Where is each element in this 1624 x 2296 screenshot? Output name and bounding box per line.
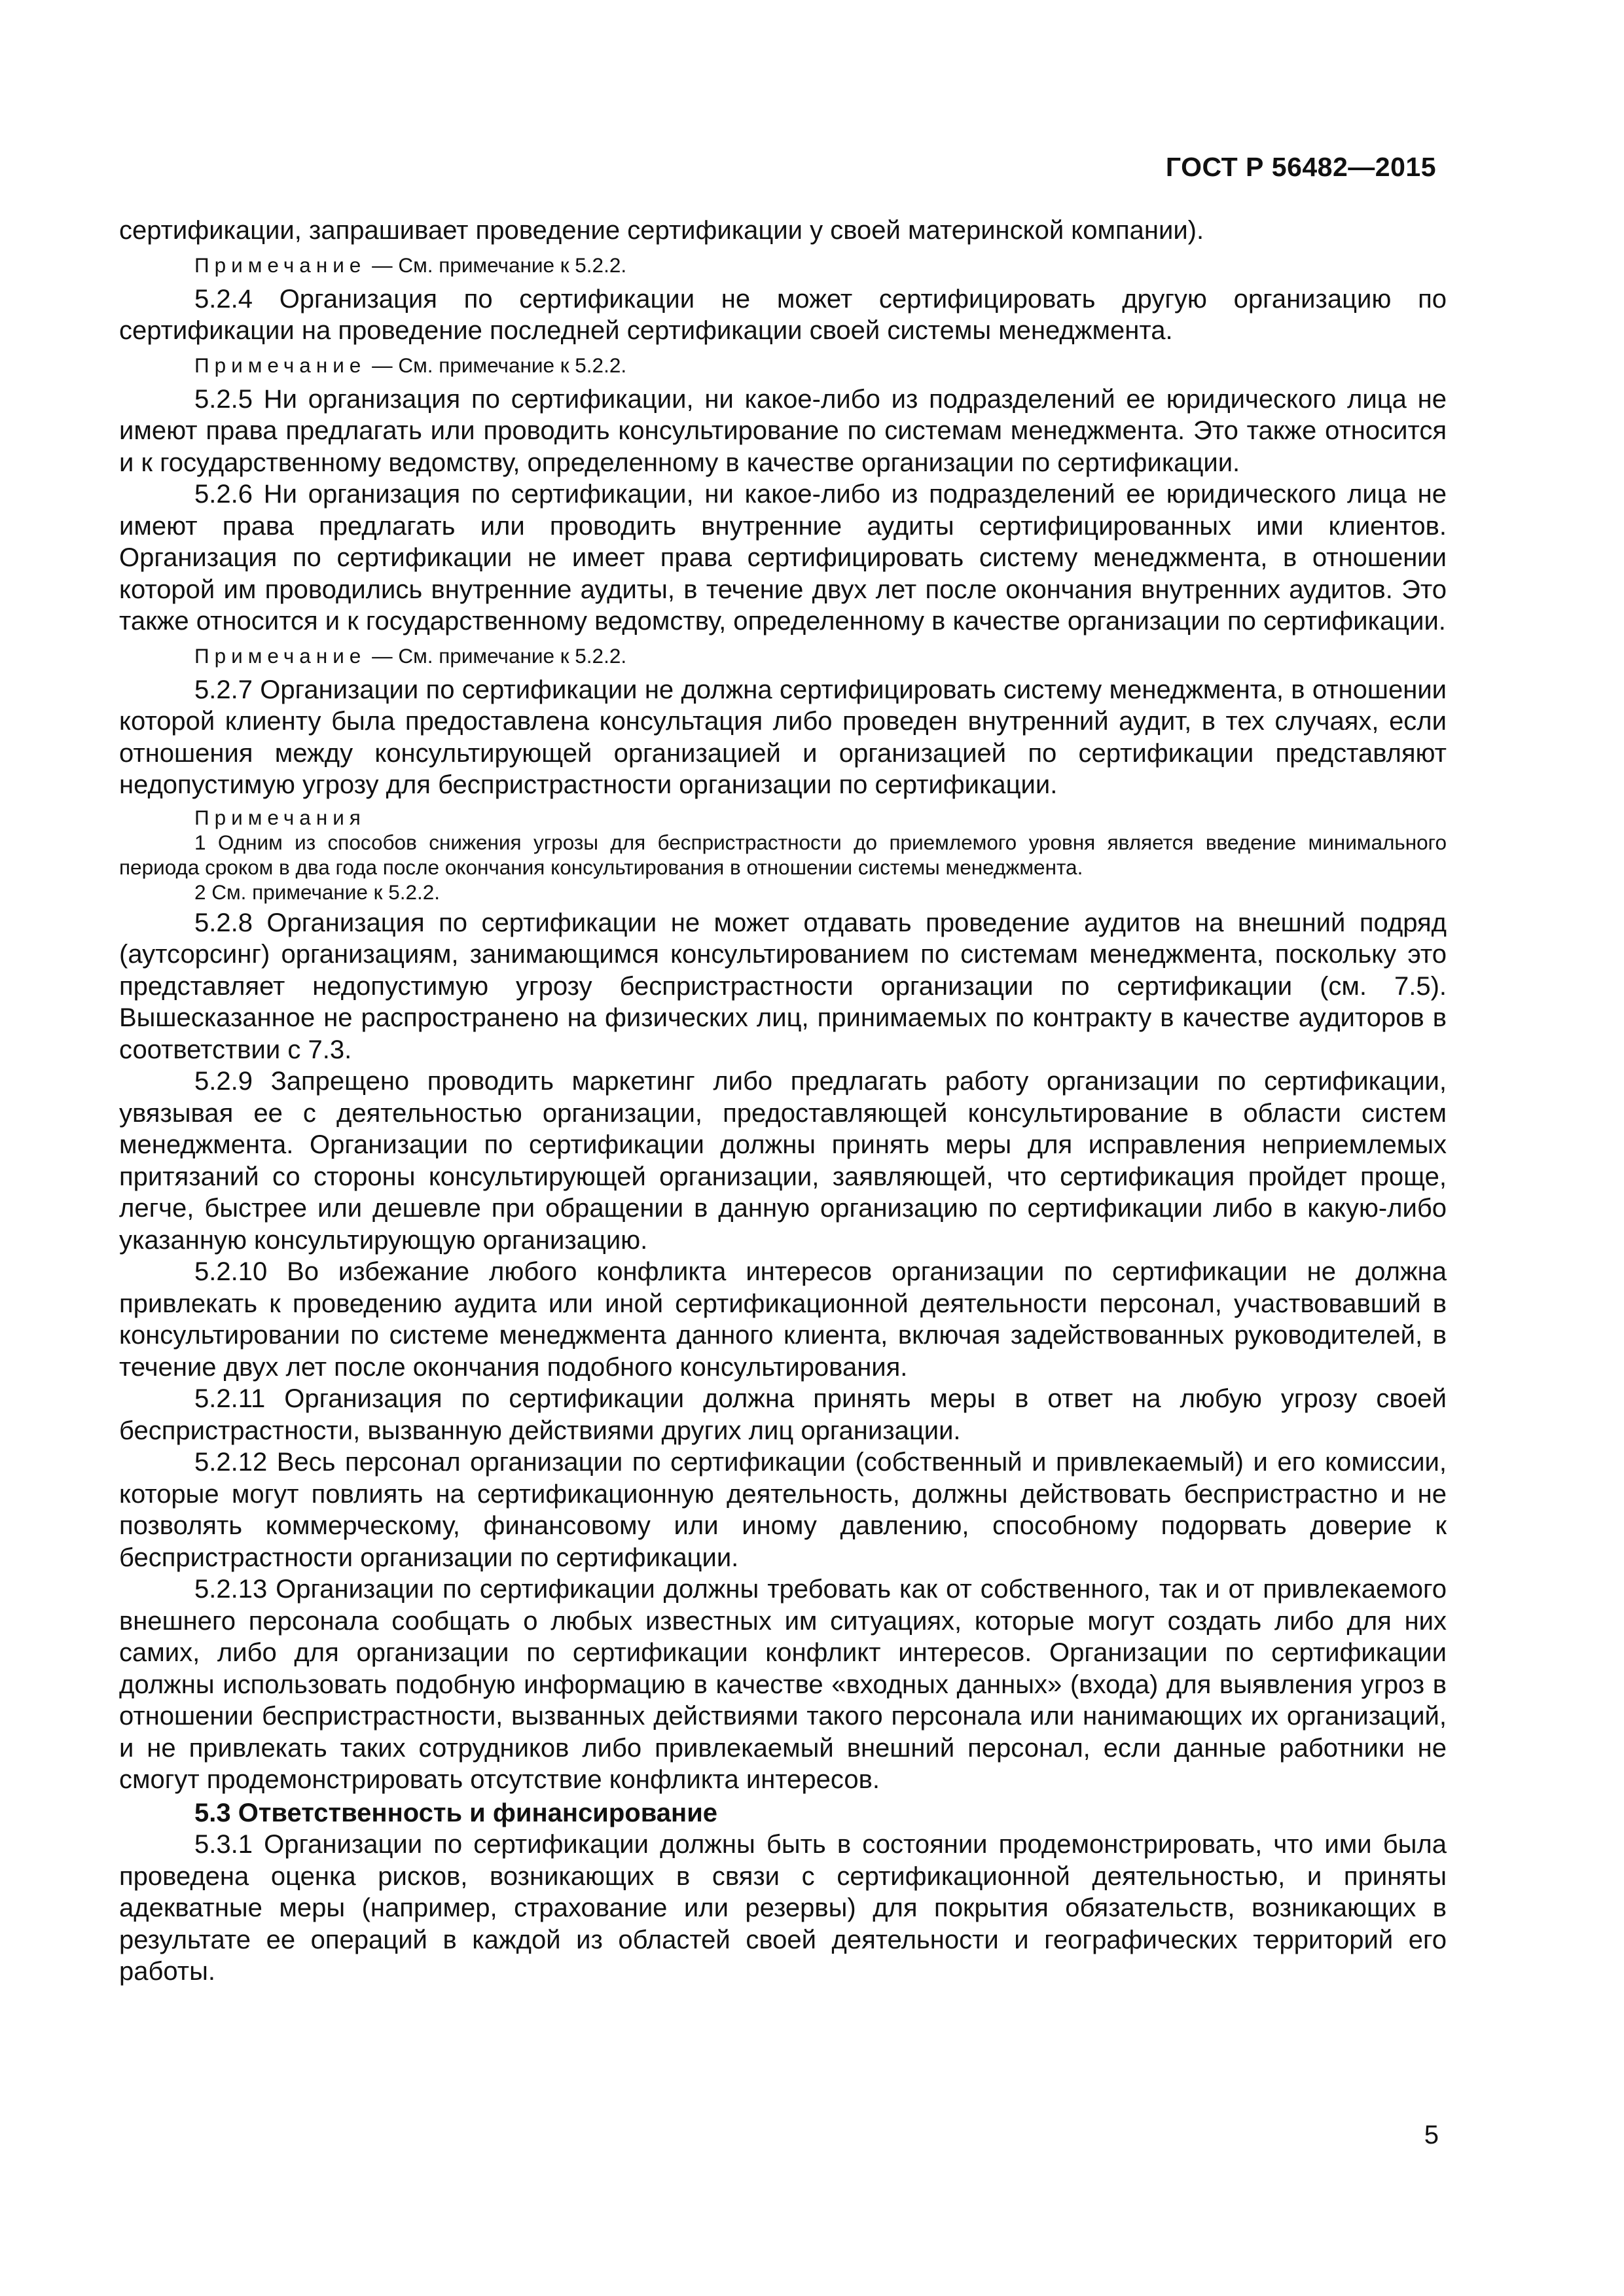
page-number: 5 [1424,2121,1439,2149]
paragraph-5-2-13: 5.2.13 Организации по сертификации должны требовать как от собственного, так и от привлекаемого внешнего персонала сообщать о любых известных им ситуациях, которые могут создать либо для них самих, либо для организации по сертификации конфликт интересов. Организации по сертификации должны использовать подобную информацию в качестве «входных данных» (входа) для выявления угроз в отношении беспристрастности, вызванных действиями такого персонала или нанимающих их организаций, и не привлекать таких сотрудников либо привлекаемый внешний персонал, если данные работники не смогут продемонстрировать отсутствие конфликта интересов. [119,1575,1447,1794]
note-text: — См. примечание к 5.2.2. [372,643,627,668]
note-text: — См. примечание к 5.2.2. [372,353,627,377]
note-text: — См. примечание к 5.2.2. [372,253,627,277]
document-code: ГОСТ Р 56482—2015 [1165,152,1436,182]
paragraph-5-2-8: 5.2.8 Организация по сертификации не может отдавать проведение аудитов на внешний подряд (аутсорсинг) организациям, занимающимся консультированием по системам менеджмента, поскольку это представляет недопустимую угрозу беспристрастности организации по сертификации (см. 7.5). Вышесказанное не распространено на физических лиц, принимаемых по контракту в качестве аудиторов в соответствии с 7.3. [119,908,1447,1064]
note-item-1: 1 Одним из способов снижения угрозы для беспристрастности до приемлемого уровня является введение минимального периода сроком в два года после окончания консультирования в отношении системы менеджмента. [119,830,1447,879]
note-after-5-2-6 [119,641,1447,670]
paragraph-5-2-10: 5.2.10 Во избежание любого конфликта интересов организации по сертификации не должна привлекать к проведению аудита или иной сертификационной деятельности персонал, участвовавший в консультировании по системе менеджмента данного клиента, включая задействованных руководителей, в течение двух лет после окончания подобного консультирования. [119,1257,1447,1382]
note-after-intro [119,251,1447,279]
document-body [119,215,1447,1988]
paragraph-5-2-7: 5.2.7 Организации по сертификации не должна сертифицировать систему менеджмента, в отношении которой клиенту была предоставлена консультация либо проведен внутренний аудит, в тех случаях, если отношения между консультирующей организацией и организацией по сертификации представляют недопустимую угрозу для беспристрастности организации по сертификации. [119,675,1447,799]
paragraph-5-2-12: 5.2.12 Весь персонал организации по сертификации (собственный и привлекаемый) и его комиссии, которые могут повлиять на сертификационную деятельность, должны действовать беспристрастно и не позволять коммерческому, финансовому или иному давлению, способному подорвать доверие к беспристрастности организации по сертификации. [119,1448,1447,1572]
paragraph-5-2-9: 5.2.9 Запрещено проводить маркетинг либо предлагать работу организации по сертификации, увязывая ее с деятельностью организации, предоставляющей консультирование в области систем менеджмента. Организации по сертификации должны принять меры для исправления неприемлемых притязаний со стороны консультирующей организации, заявляющей, что сертификация пройдет проще, легче, быстрее или дешевле при обращении в данную организацию по сертификации либо в какую-либо указанную консультирующую организацию. [119,1067,1447,1255]
note-label: Примечание [194,353,367,377]
paragraph-5-2-4: 5.2.4 Организация по сертификации не может сертифицировать другую организацию по сертификации на проведение последней сертификации своей системы менеджмента. [119,284,1447,345]
paragraph-5-2-11: 5.2.11 Организация по сертификации должна принять меры в ответ на любую угрозу своей беспристрастности, вызванную действиями других лиц организации. [119,1384,1447,1445]
section-heading-5-3: 5.3 Ответственность и финансирование [194,1798,718,1827]
notes-5-2-7 [119,805,1447,905]
note-label: Примечание [194,643,367,668]
notes-heading: Примечания [194,805,366,829]
note-after-5-2-4 [119,351,1447,380]
paragraph-5-3-1: 5.3.1 Организации по сертификации должны быть в состоянии продемонстрировать, что ими была проведена оценка рисков, возникающих в связи с сертификационной деятельностью, и приняты адекватные меры (например, страхование или резервы) для покрытия обязательств, возникающих в результате ее операций в каждой из областей своей деятельности и географических территорий его работы. [119,1830,1447,1986]
paragraph-5-2-6: 5.2.6 Ни организация по сертификации, ни какое-либо из подразделений ее юридического лица не имеют права предлагать или проводить внутренние аудиты сертифицированных ими клиентов. Организация по сертификации не имеет права сертифицировать систему менеджмента, в отношении которой им проводились внутренние аудиты, в течение двух лет после окончания внутренних аудитов. Это также относится и к государственному ведомству, определенному в качестве организации по сертификации. [119,480,1447,636]
note-label: Примечание [194,253,367,277]
paragraph-5-2-5: 5.2.5 Ни организация по сертификации, ни какое-либо из подразделений ее юридического лица не имеют права предлагать или проводить консультирование по системам менеджмента. Это также относится и к государственному ведомству, определенному в качестве организации по сертификации. [119,384,1447,477]
note-item-2: 2 См. примечание к 5.2.2. [194,880,441,904]
paragraph-intro: сертификации, запрашивает проведение сертификации у своей материнской компании). [119,216,1204,245]
